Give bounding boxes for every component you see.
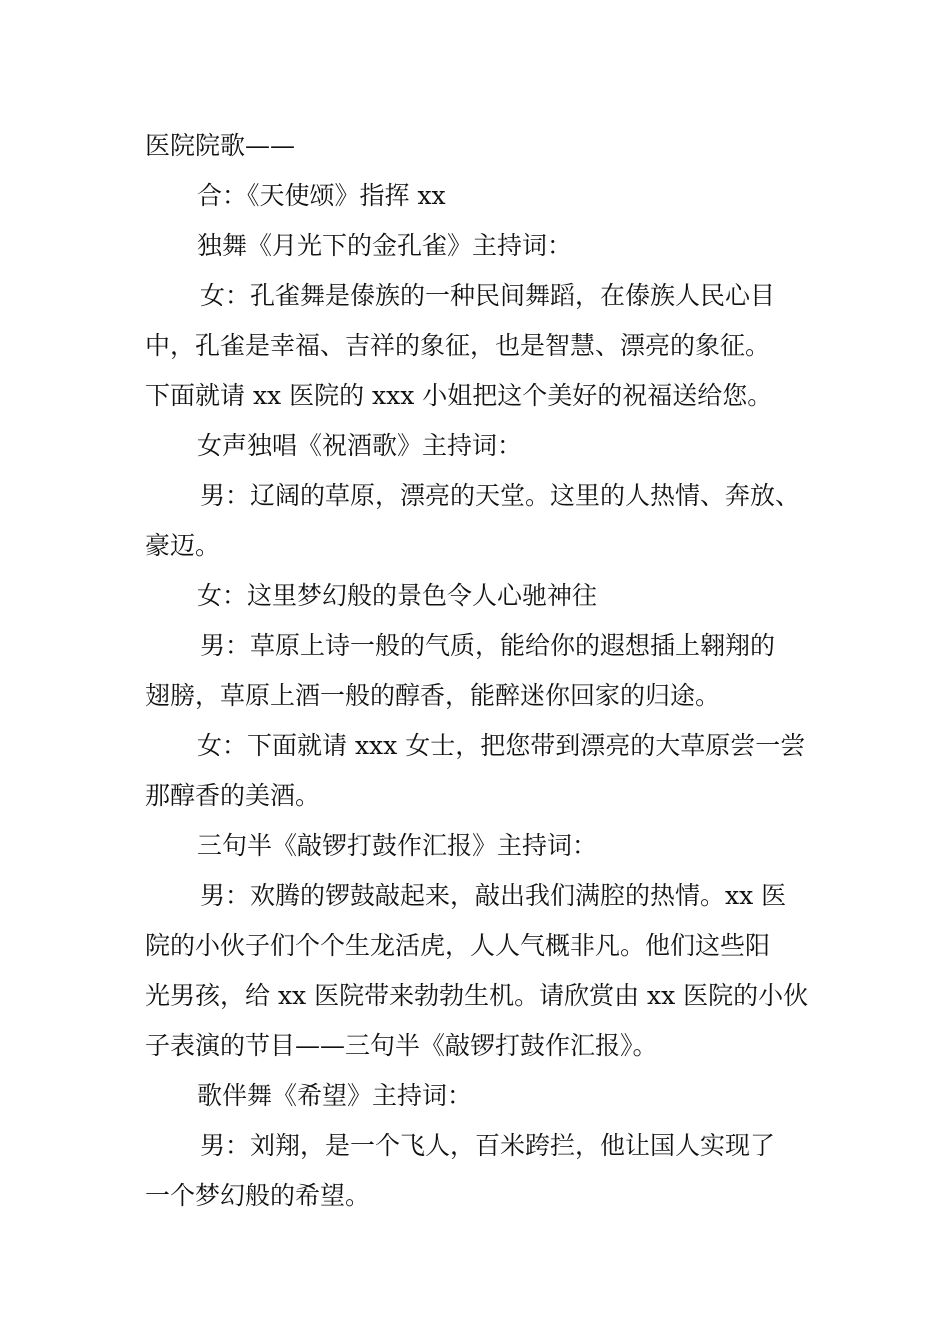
host-line: 女：这里梦幻般的景色令人心驰神往 bbox=[197, 581, 598, 610]
host-line: 女：下面就请 xxx 女士，把您带到漂亮的大草原尝一尝 bbox=[197, 731, 806, 760]
paragraph-line: 光男孩，给 xx 医院带来勃勃生机。请欣赏由 xx 医院的小伙 bbox=[145, 981, 809, 1010]
paragraph-line: 翅膀，草原上酒一般的醇香，能醉迷你回家的归途。 bbox=[145, 681, 721, 710]
host-line: 男：辽阔的草原，漂亮的天堂。这里的人热情、奔放、 bbox=[200, 481, 801, 510]
paragraph-line: 那醇香的美酒。 bbox=[145, 781, 321, 810]
paragraph-line: 豪迈。 bbox=[145, 531, 221, 560]
paragraph-line: 中，孔雀是幸福、吉祥的象征，也是智慧、漂亮的象征。 bbox=[145, 331, 771, 360]
program-item: 合：《天使颂》指挥 xx bbox=[197, 181, 446, 210]
host-line: 男：刘翔，是一个飞人，百米跨拦，他让国人实现了 bbox=[200, 1131, 776, 1160]
host-line: 女：孔雀舞是傣族的一种民间舞蹈，在傣族人民心目 bbox=[200, 281, 776, 310]
paragraph-line: 一个梦幻般的希望。 bbox=[145, 1181, 371, 1210]
program-heading: 三句半《敲锣打鼓作汇报》主持词： bbox=[197, 831, 598, 860]
host-line: 男：草原上诗一般的气质，能给你的遐想插上翱翔的 bbox=[200, 631, 776, 660]
paragraph-line: 院的小伙子们个个生龙活虎，人人气概非凡。他们这些阳 bbox=[145, 931, 771, 960]
program-heading: 女声独唱《祝酒歌》主持词： bbox=[197, 431, 523, 460]
program-heading: 歌伴舞《希望》主持词： bbox=[197, 1081, 473, 1110]
document-body bbox=[145, 121, 835, 1221]
section-title: 医院院歌—— bbox=[145, 131, 296, 160]
paragraph-line: 子表演的节目——三句半《敲锣打鼓作汇报》。 bbox=[145, 1031, 658, 1060]
program-heading: 独舞《月光下的金孔雀》主持词： bbox=[197, 231, 573, 260]
paragraph-line: 下面就请 xx 医院的 xxx 小姐把这个美好的祝福送给您。 bbox=[145, 381, 773, 410]
host-line: 男：欢腾的锣鼓敲起来，敲出我们满腔的热情。xx 医 bbox=[200, 881, 787, 910]
